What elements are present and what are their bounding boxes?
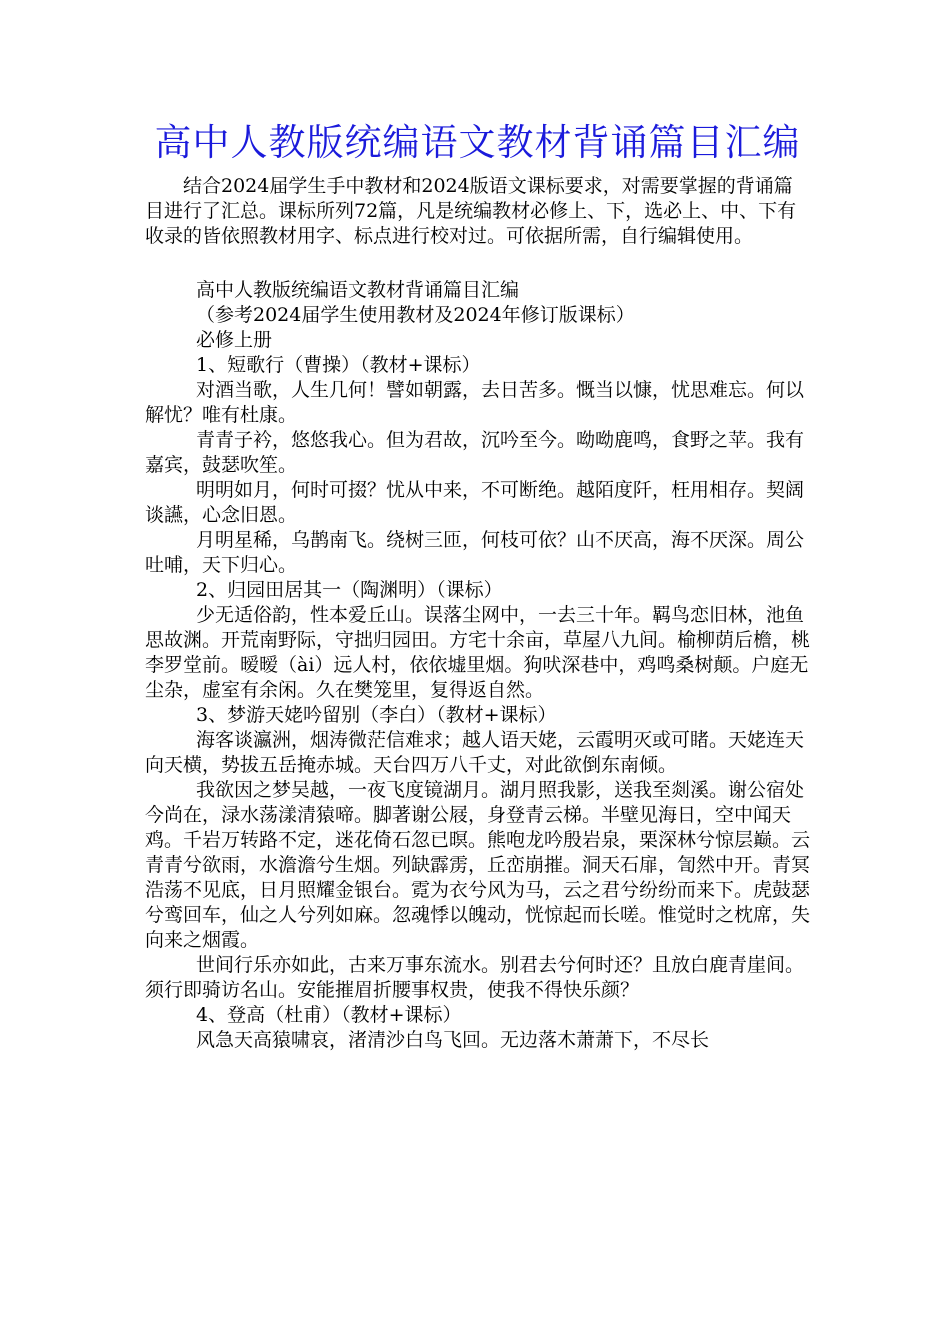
volume-heading: 必修上册 [196,329,273,351]
poem-paragraph: 月明星稀，乌鹊南飞。绕树三匝，何枝可依？山不厌高，海不厌深。周公吐哺，天下归心。 [145,529,805,576]
poem-paragraph: 少无适俗韵，性本爱丘山。误落尘网中，一去三十年。羁鸟恋旧林，池鱼思故渊。开荒南野际，守拙归园田。方宅十余亩，草屋八九间。榆柳荫后檐，桃李罗堂前。暧暧（ài）远人村，依依墟里烟。狗吠深巷中，鸡鸣桑树颠。户庭无尘杂，虚室有余闲。久在樊笼里，复得返自然。 [145,604,811,701]
poem-paragraph: 对酒当歌，人生几何！譬如朝露，去日苦多。慨当以慷，忧思难忘。何以解忧？唯有杜康。 [145,379,805,426]
poem-paragraph: 世间行乐亦如此，古来万事东流水。别君去兮何时还？且放白鹿青崖间。须行即骑访名山。安能摧眉折腰事权贵，使我不得快乐颜？ [145,954,805,1001]
section-heading: 高中人教版统编语文教材背诵篇目汇编 [196,279,520,301]
poem-title: 2、归园田居其一（陶渊明）（课标） [196,579,503,601]
poem-paragraph: 青青子衿，悠悠我心。但为君故，沉吟至今。呦呦鹿鸣，食野之苹。我有嘉宾，鼓瑟吹笙。 [145,429,805,476]
document-page [145,118,810,1053]
poem-paragraph: 明明如月，何时可掇？忧从中来，不可断绝。越陌度阡，枉用相存。契阔谈讌，心念旧恩。 [145,479,805,526]
poem-title: 4、登高（杜甫）（教材+课标） [196,1004,462,1026]
poem-title: 3、梦游天姥吟留别（李白）（教材+课标） [196,704,557,726]
poem-title: 1、短歌行（曹操）（教材+课标） [196,354,481,376]
section-subheading: （参考2024届学生使用教材及2024年修订版课标） [196,304,635,326]
poem-paragraph: 海客谈瀛洲，烟涛微茫信难求；越人语天姥，云霞明灭或可睹。天姥连天向天横，势拔五岳掩赤城。天台四万八千丈，对此欲倒东南倾。 [145,729,805,776]
poem-paragraph: 我欲因之梦吴越，一夜飞度镜湖月。湖月照我影，送我至剡溪。谢公宿处今尚在，渌水荡漾清猿啼。脚著谢公屐，身登青云梯。半壁见海日，空中闻天鸡。千岩万转路不定，迷花倚石忽已暝。熊咆龙吟殷岩泉，栗深林兮惊层巅。云青青兮欲雨，水澹澹兮生烟。列缺霹雳，丘峦崩摧。洞天石扉，訇然中开。青冥浩荡不见底，日月照耀金银台。霓为衣兮风为马，云之君兮纷纷而来下。虎鼓瑟兮鸾回车，仙之人兮列如麻。忽魂悸以魄动，恍惊起而长嗟。惟觉时之枕席，失向来之烟霞。 [145,779,811,951]
document-title: 高中人教版统编语文教材背诵篇目汇编 [154,121,801,164]
poem-paragraph: 风急天高猿啸哀，渚清沙白鸟飞回。无边落木萧萧下，不尽长 [196,1029,710,1051]
intro-paragraph: 结合2024届学生手中教材和2024版语文课标要求，对需要掌握的背诵篇目进行了汇总。课标所列72篇，凡是统编教材必修上、下，选必上、中、下有收录的皆依照教材用字、标点进行校对过。可依据所需，自行编辑使用。 [145,175,797,247]
document-body [145,278,810,1053]
